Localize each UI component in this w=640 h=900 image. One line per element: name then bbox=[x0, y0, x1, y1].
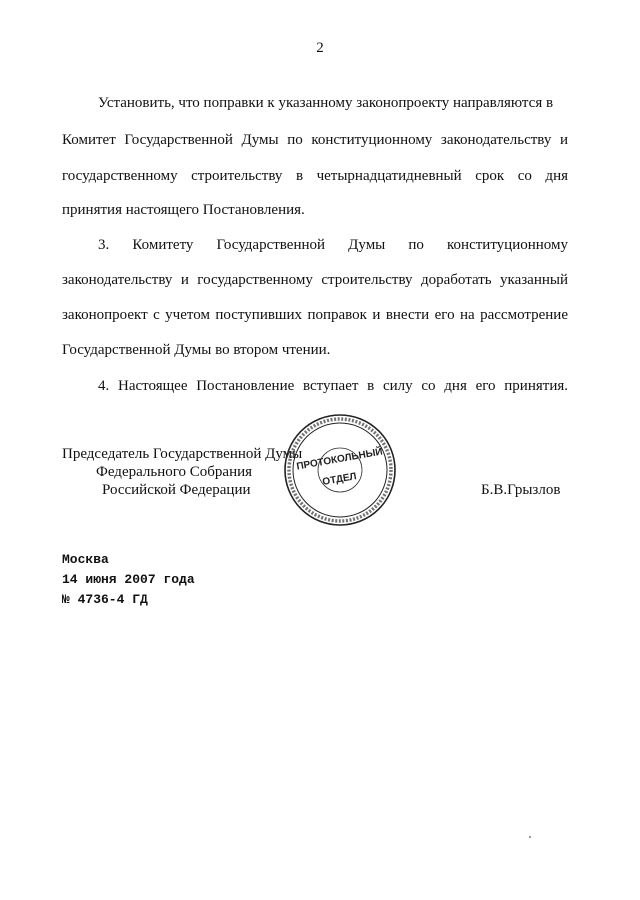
footer-city: Москва bbox=[62, 552, 109, 567]
paragraph-line: принятия настоящего Постановления. bbox=[62, 202, 305, 218]
paragraph-line: 3. Комитету Государственной Думы по конституционному bbox=[98, 237, 568, 253]
signatory-title-line: Федерального Собрания bbox=[96, 464, 253, 480]
paragraph-line: законодательству и государственному строительству доработать указанный bbox=[62, 272, 568, 288]
official-stamp bbox=[280, 410, 400, 530]
paragraph-4: 4. Настоящее Постановление вступает в силу со дня его принятия. bbox=[98, 378, 568, 394]
paragraph-line: Государственной Думы во втором чтении. bbox=[62, 342, 331, 358]
paragraph-line: государственному строительству в четырнадцатидневный срок со дня bbox=[62, 168, 568, 184]
page-number: 2 bbox=[316, 40, 324, 56]
signatory-title-line: Председатель Государственной Думы bbox=[62, 446, 303, 462]
paragraph-line: Установить, что поправки к указанному законопроекту направляются в bbox=[98, 95, 554, 111]
footer-number: № 4736-4 ГД bbox=[62, 592, 148, 607]
stamp-text-2: ОТДЕЛ bbox=[321, 471, 358, 488]
signatory-title-line: Российской Федерации bbox=[102, 482, 251, 498]
stamp-text-1: ПРОТОКОЛЬНЫЙ bbox=[295, 446, 384, 473]
scan-speck bbox=[529, 836, 531, 838]
footer-date: 14 июня 2007 года bbox=[62, 572, 195, 587]
paragraph-line: законопроект с учетом поступивших поправок и внести его на рассмотрение bbox=[62, 307, 568, 323]
paragraph-line: Комитет Государственной Думы по конституционному законодательству и bbox=[62, 132, 568, 148]
signatory-name: Б.В.Грызлов bbox=[481, 482, 561, 498]
